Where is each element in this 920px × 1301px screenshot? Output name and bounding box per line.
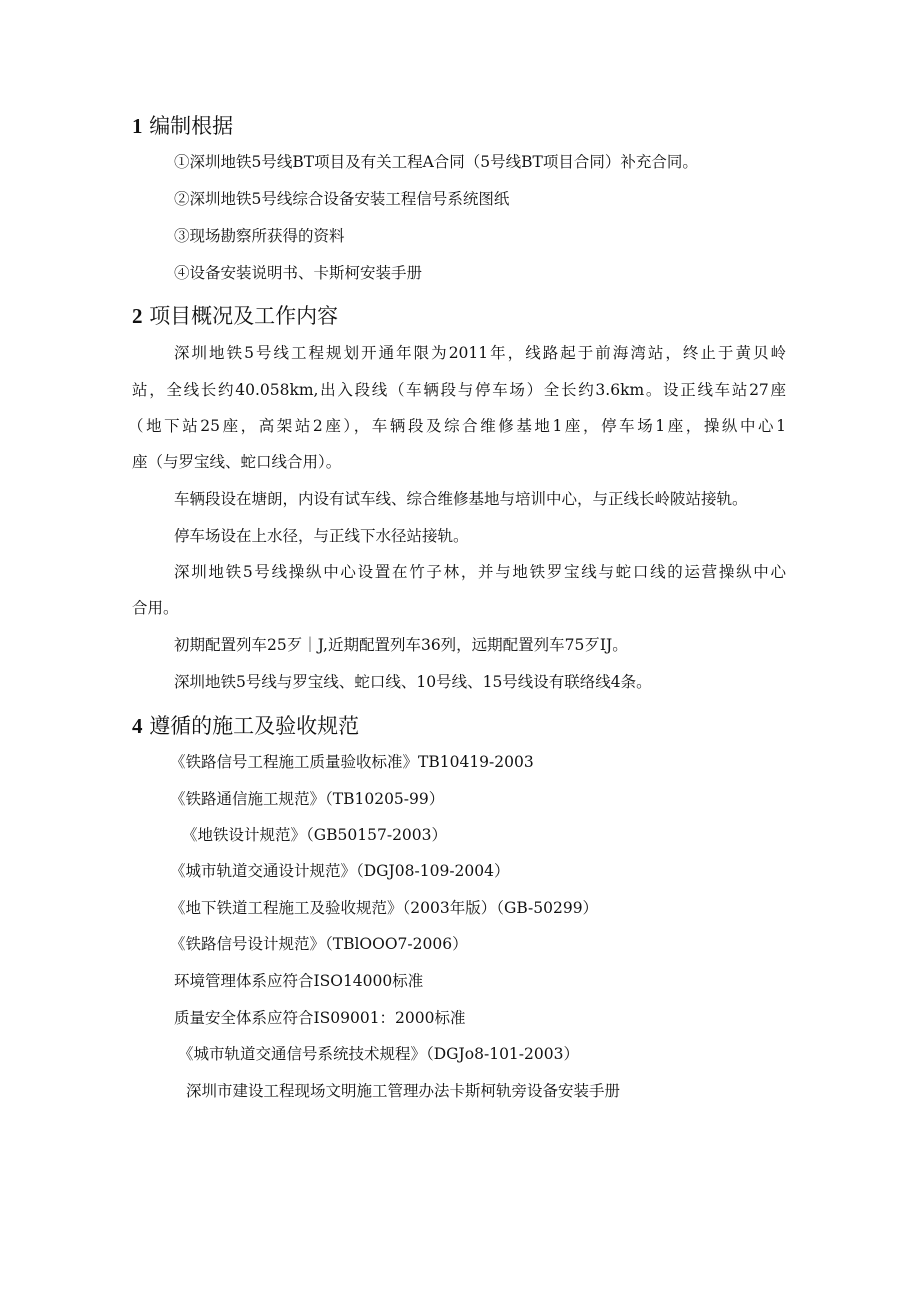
section-2-heading [132,303,338,329]
overview-paragraph-line-2: 站，全线长约40.058km,出入段线（车辆段与停车场）全长约3.6km。设正线车站27座 [132,381,786,399]
standard-item-1: 《铁路信号工程施工质量验收标准》TB10419-2003 [170,753,534,771]
standard-item-3: 《地铁设计规范》（GB50157-2003） [182,826,448,844]
section-1-item-3: ③现场勘察所获得的资料 [174,227,345,245]
control-center-paragraph-line-1: 深圳地铁5号线操纵中心设置在竹子林，并与地铁罗宝线与蛇口线的运营操纵中心 [174,563,786,581]
section-2-number: 2 [132,304,143,328]
standard-item-10: 深圳市建设工程现场文明施工管理办法卡斯柯轨旁设备安装手册 [186,1082,621,1100]
parking-paragraph: 停车场设在上水径，与正线下水径站接轨。 [174,527,469,545]
standard-item-6: 《铁路信号设计规范》（TBlOOO7-2006） [170,935,468,953]
standard-item-7: 环境管理体系应符合ISO14000标准 [174,972,424,990]
standard-item-4: 《城市轨道交通设计规范》（DGJ08-109-2004） [170,862,510,880]
section-4-number: 4 [132,714,143,738]
section-1-title: 编制根据 [149,114,234,138]
standard-item-9: 《城市轨道交通信号系统技术规程》（DGJo8-101-2003） [178,1045,579,1063]
standard-item-8: 质量安全体系应符合IS09001：2000标准 [174,1009,466,1027]
section-4-title: 遵循的施工及验收规范 [149,714,360,738]
standard-item-5: 《地下铁道工程施工及验收规范》（2003年版）（GB-50299） [170,899,599,917]
section-1-number: 1 [132,114,143,138]
section-4-heading [132,713,359,739]
overview-paragraph-line-1: 深圳地铁5号线工程规划开通年限为2011年，线路起于前海湾站，终止于黄贝岭 [174,344,786,362]
depot-paragraph: 车辆段设在塘朗，内设有试车线、综合维修基地与培训中心，与正线长岭陂站接轨。 [174,490,748,508]
connection-line-paragraph: 深圳地铁5号线与罗宝线、蛇口线、10号线、15号线设有联络线4条。 [174,673,652,691]
control-center-paragraph-line-2: 合用。 [132,599,179,617]
section-1-heading [132,113,233,139]
overview-paragraph-line-3: （地下站25座，高架站2座），车辆段及综合维修基地1座，停车场1座，操纵中心1 [128,417,786,435]
section-1-item-1: ①深圳地铁5号线BT项目及有关工程A合同（5号线BT项目合同）补充合同。 [174,153,698,171]
section-1-item-4: ④设备安装说明书、卡斯柯安装手册 [174,264,423,282]
section-1-item-2: ②深圳地铁5号线综合设备安装工程信号系统图纸 [174,190,510,208]
section-2-title: 项目概况及工作内容 [149,304,339,328]
standard-item-2: 《铁路通信施工规范》（TB10205-99） [170,790,445,808]
train-config-paragraph: 初期配置列车25歹｜J,近期配置列车36列，远期配置列车75歹IJ。 [174,636,628,654]
overview-paragraph-line-4: 座（与罗宝线、蛇口线合用）。 [132,453,342,471]
